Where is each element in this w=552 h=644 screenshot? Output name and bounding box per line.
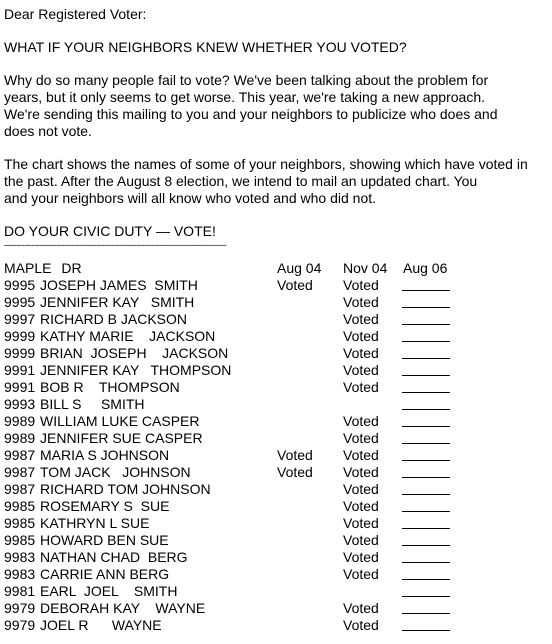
address-cell: 9983 — [4, 566, 36, 582]
aug06-blank-line — [402, 528, 450, 529]
nov04-cell: Voted — [343, 311, 379, 327]
aug06-blank-line — [402, 596, 450, 597]
name-cell: BRIAN JOSEPH JACKSON — [40, 345, 229, 361]
table-row — [4, 379, 548, 396]
nov04-cell: Voted — [343, 447, 379, 463]
nov04-cell: Voted — [343, 464, 379, 480]
aug06-blank-line — [402, 324, 450, 325]
street-name: MAPLE DR — [4, 260, 82, 276]
aug06-blank-line — [402, 545, 450, 546]
voter-table — [4, 260, 548, 634]
table-row — [4, 583, 548, 600]
aug06-blank-line — [402, 494, 450, 495]
table-row — [4, 532, 548, 549]
table-row — [4, 430, 548, 447]
name-cell: ROSEMARY S SUE — [40, 498, 170, 514]
aug06-blank-line — [402, 443, 450, 444]
address-cell: 9989 — [4, 430, 36, 446]
name-cell: JOSEPH JAMES SMITH — [40, 277, 198, 293]
address-cell: 9995 — [4, 277, 36, 293]
nov04-cell: Voted — [343, 362, 379, 378]
table-row — [4, 362, 548, 379]
name-cell: JENNIFER KAY THOMPSON — [40, 362, 232, 378]
table-row — [4, 396, 548, 413]
aug06-blank-line — [402, 426, 450, 427]
nov04-cell: Voted — [343, 294, 379, 310]
aug06-blank-line — [402, 460, 450, 461]
nov04-cell: Voted — [343, 413, 379, 429]
name-cell: BILL S SMITH — [40, 396, 145, 412]
nov04-cell: Voted — [343, 328, 379, 344]
nov04-cell: Voted — [343, 498, 379, 514]
name-cell: JENNIFER SUE CASPER — [40, 430, 203, 446]
aug06-blank-line — [402, 409, 450, 410]
table-row — [4, 464, 548, 481]
letter-body — [4, 6, 548, 256]
table-row — [4, 447, 548, 464]
paragraph-1-line: We're sending this mailing to you and your neighbors to publicize who does and — [4, 106, 498, 122]
address-cell: 9985 — [4, 515, 36, 531]
aug06-blank-line — [402, 613, 450, 614]
nov04-cell: Voted — [343, 430, 379, 446]
column-header-aug04: Aug 04 — [277, 260, 322, 276]
table-row — [4, 345, 548, 362]
name-cell: RICHARD B JACKSON — [40, 311, 188, 327]
table-row — [4, 277, 548, 294]
aug06-blank-line — [402, 562, 450, 563]
paragraph-2-line: the past. After the August 8 election, we intend to mail an updated chart. You — [4, 173, 478, 189]
address-cell: 9991 — [4, 379, 36, 395]
aug04-cell: Voted — [277, 277, 313, 293]
address-cell: 9987 — [4, 464, 36, 480]
table-rows — [4, 277, 548, 634]
aug06-blank-line — [402, 307, 450, 308]
name-cell: JOEL R WAYNE — [40, 617, 162, 633]
paragraph-1-line: years, but it only seems to get worse. This year, we're taking a new approach. — [4, 89, 485, 105]
dashed-divider: ----------------------------------------------------------------------------------------- — [4, 240, 227, 250]
nov04-cell: Voted — [343, 600, 379, 616]
name-cell: TOM JACK JOHNSON — [40, 464, 191, 480]
name-cell: KATHY MARIE JACKSON — [40, 328, 216, 344]
address-cell: 9995 — [4, 294, 36, 310]
name-cell: HOWARD BEN SUE — [40, 532, 169, 548]
headline: WHAT IF YOUR NEIGHBORS KNEW WHETHER YOU VOTED? — [4, 39, 407, 55]
nov04-cell: Voted — [343, 345, 379, 361]
name-cell: BOB R THOMPSON — [40, 379, 180, 395]
address-cell: 9999 — [4, 345, 36, 361]
address-cell: 9999 — [4, 328, 36, 344]
table-row — [4, 549, 548, 566]
paragraph-2 — [4, 156, 548, 207]
table-row — [4, 413, 548, 430]
table-row — [4, 311, 548, 328]
closing-line: DO YOUR CIVIC DUTY — VOTE! — [4, 223, 216, 239]
address-cell: 9979 — [4, 600, 36, 616]
aug06-blank-line — [402, 290, 450, 291]
address-cell: 9979 — [4, 617, 36, 633]
aug06-blank-line — [402, 341, 450, 342]
name-cell: DEBORAH KAY WAYNE — [40, 600, 206, 616]
nov04-cell: Voted — [343, 481, 379, 497]
aug04-cell: Voted — [277, 464, 313, 480]
aug06-blank-line — [402, 392, 450, 393]
table-row — [4, 294, 548, 311]
paragraph-2-line: The chart shows the names of some of your neighbors, showing which have voted in — [4, 156, 528, 172]
nov04-cell: Voted — [343, 617, 379, 633]
paragraph-2-line: and your neighbors will all know who voted and who did not. — [4, 190, 377, 206]
name-cell: WILLIAM LUKE CASPER — [40, 413, 200, 429]
column-header-nov04: Nov 04 — [343, 260, 388, 276]
nov04-cell: Voted — [343, 549, 379, 565]
address-cell: 9981 — [4, 583, 36, 599]
address-cell: 9997 — [4, 311, 36, 327]
nov04-cell: Voted — [343, 566, 379, 582]
nov04-cell: Voted — [343, 532, 379, 548]
nov04-cell: Voted — [343, 515, 379, 531]
address-cell: 9983 — [4, 549, 36, 565]
table-row — [4, 600, 548, 617]
table-row — [4, 515, 548, 532]
aug06-blank-line — [402, 358, 450, 359]
table-row — [4, 328, 548, 345]
aug06-blank-line — [402, 477, 450, 478]
name-cell: EARL JOEL SMITH — [40, 583, 178, 599]
greeting: Dear Registered Voter: — [4, 6, 147, 22]
table-header-row — [4, 260, 548, 277]
name-cell: CARRIE ANN BERG — [40, 566, 170, 582]
table-row — [4, 566, 548, 583]
name-cell: NATHAN CHAD BERG — [40, 549, 188, 565]
nov04-cell: Voted — [343, 277, 379, 293]
address-cell: 9989 — [4, 413, 36, 429]
name-cell: KATHRYN L SUE — [40, 515, 150, 531]
aug06-blank-line — [402, 579, 450, 580]
table-row — [4, 498, 548, 515]
aug06-blank-line — [402, 630, 450, 631]
paragraph-1-line: does not vote. — [4, 123, 92, 139]
address-cell: 9987 — [4, 481, 36, 497]
aug06-blank-line — [402, 375, 450, 376]
paragraph-1 — [4, 72, 548, 140]
table-row — [4, 481, 548, 498]
nov04-cell: Voted — [343, 379, 379, 395]
table-row — [4, 617, 548, 634]
name-cell: JENNIFER KAY SMITH — [40, 294, 195, 310]
paragraph-1-line: Why do so many people fail to vote? We've been talking about the problem for — [4, 72, 489, 88]
aug04-cell: Voted — [277, 447, 313, 463]
address-cell: 9985 — [4, 498, 36, 514]
name-cell: RICHARD TOM JOHNSON — [40, 481, 211, 497]
address-cell: 9991 — [4, 362, 36, 378]
column-header-aug06: Aug 06 — [403, 260, 448, 276]
address-cell: 9993 — [4, 396, 36, 412]
address-cell: 9987 — [4, 447, 36, 463]
name-cell: MARIA S JOHNSON — [40, 447, 170, 463]
address-cell: 9985 — [4, 532, 36, 548]
aug06-blank-line — [402, 511, 450, 512]
